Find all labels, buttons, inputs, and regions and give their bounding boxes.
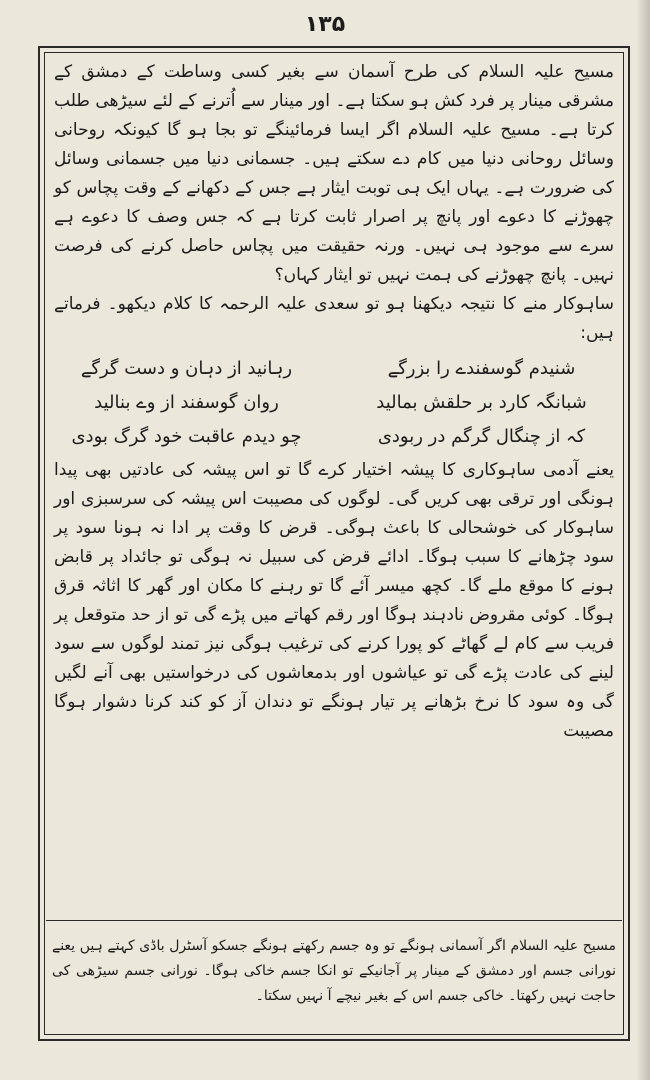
main-text [54,58,614,746]
page-frame [38,46,630,1041]
paragraph-2: ساہوکار منے کا نتیجہ دیکھنا ہو تو سعدی علیہ الرحمہ کا کلام دیکھو۔ فرماتے ہیں: [54,294,614,343]
couplet-1-line-2: رہانید از دہان و دست گرگے [80,358,293,379]
page-number: ۱۳۵ [304,12,346,37]
couplet-2-line-1: شبانگہ کارد بر حلقش بمالید [376,392,587,413]
scan-edge-shadow [636,0,650,1080]
persian-couplets [54,354,614,452]
couplet-1-line-1: شنیدم گوسفندے را بزرگے [387,358,576,379]
couplet-3-line-2: چو دیدم عاقبت خود گرگ بودی [71,426,302,447]
couplet-3-line-1: کہ از چنگال گرگم در ربودی [377,426,586,447]
footnote: مسیح علیہ السلام اگر آسمانی ہونگے تو وہ جسم رکھتے ہونگے جسکو آسٹرل باڈی کہتے ہیں یعنے نورانی جسم اور دمشق کے مینار پر آجانیکے تو انکا جسم خاکی ہوگا۔ نورانی جسم سیڑھی کی حاجت نہیں رکھتا۔ خاکی جسم اس کے بغیر نیچے آ نہیں سکتا۔ [52,938,616,1004]
couplet-2-line-2: روان گوسفند از وے بنالید [94,392,279,413]
paragraph-1: مسیح علیہ السلام کی طرح آسمان سے بغیر کسی وساطت کے دمشق کے مشرقی مینار پر فرد کش ہو سکتا ہے۔ اور مینار سے اُترنے کے لئے سیڑھی طلب کرتا ہے۔ مسیح علیہ السلام اگر ایسا فرمائینگے تو بجا ہو گا کیونکہ روحانی وسائل روحانی دنیا میں کام دے سکتے ہیں۔ جسمانی دنیا میں جسمانی وسائل کی ضرورت ہے۔ یہاں ایک ہی توبت ایثار ہے جس کے دکھانے کے وقت پچاس کو چھوڑنے کا دعوے اور پانچ پر اصرار ثابت کرتا ہے کہ جس وصف کا دعوے ہے سرے سے موجود ہی نہیں۔ ورنہ حقیقت میں پچاس حاصل کرنے کی فرصت نہیں۔ پانچ چھوڑنے کی ہمت نہیں تو ایثار کہاں؟ [54,62,614,285]
paragraph-3: یعنے آدمی ساہوکاری کا پیشہ اختیار کرے گا تو اس پیشہ کی عادتیں بھی پیدا ہونگی اور ترقی بھی کریں گی۔ لوگوں کی مصیبت اس پیشہ کی سرسبزی اور ساہوکار کی خوشحالی کا باعث ہوگی۔ قرض کا وقت پر ادا نہ ہونا سود پر سود چڑھانے کا سبب ہوگا۔ ادائے قرض کی سبیل نہ ہوگی تو جائداد پر قابض ہونے کا موقع ملے گا۔ کچھ میسر آئے گا تو رہنے کا مکان اور گھر کا اثاثہ قرق ہوگا۔ کوئی مقروض نادہند ہوگا اور رقم کھاتے میں پڑے گی تو از حد متوقعل پر فریب سے کام لے گھاٹے کو پورا کرنے کی ترغیب ہوگی نیز تمند لوگوں سے سود لینے کی عادت پڑے گی تو عیاشوں اور بدمعاشوں کی درخواستیں بھی آنے لگیں گی وہ سود کا نرخ بڑھانے پر تیار ہونگے تو دندان آز کو کند کرنا دشوار ہوگا مصیبت [54,460,614,741]
footnote-divider [46,920,622,921]
